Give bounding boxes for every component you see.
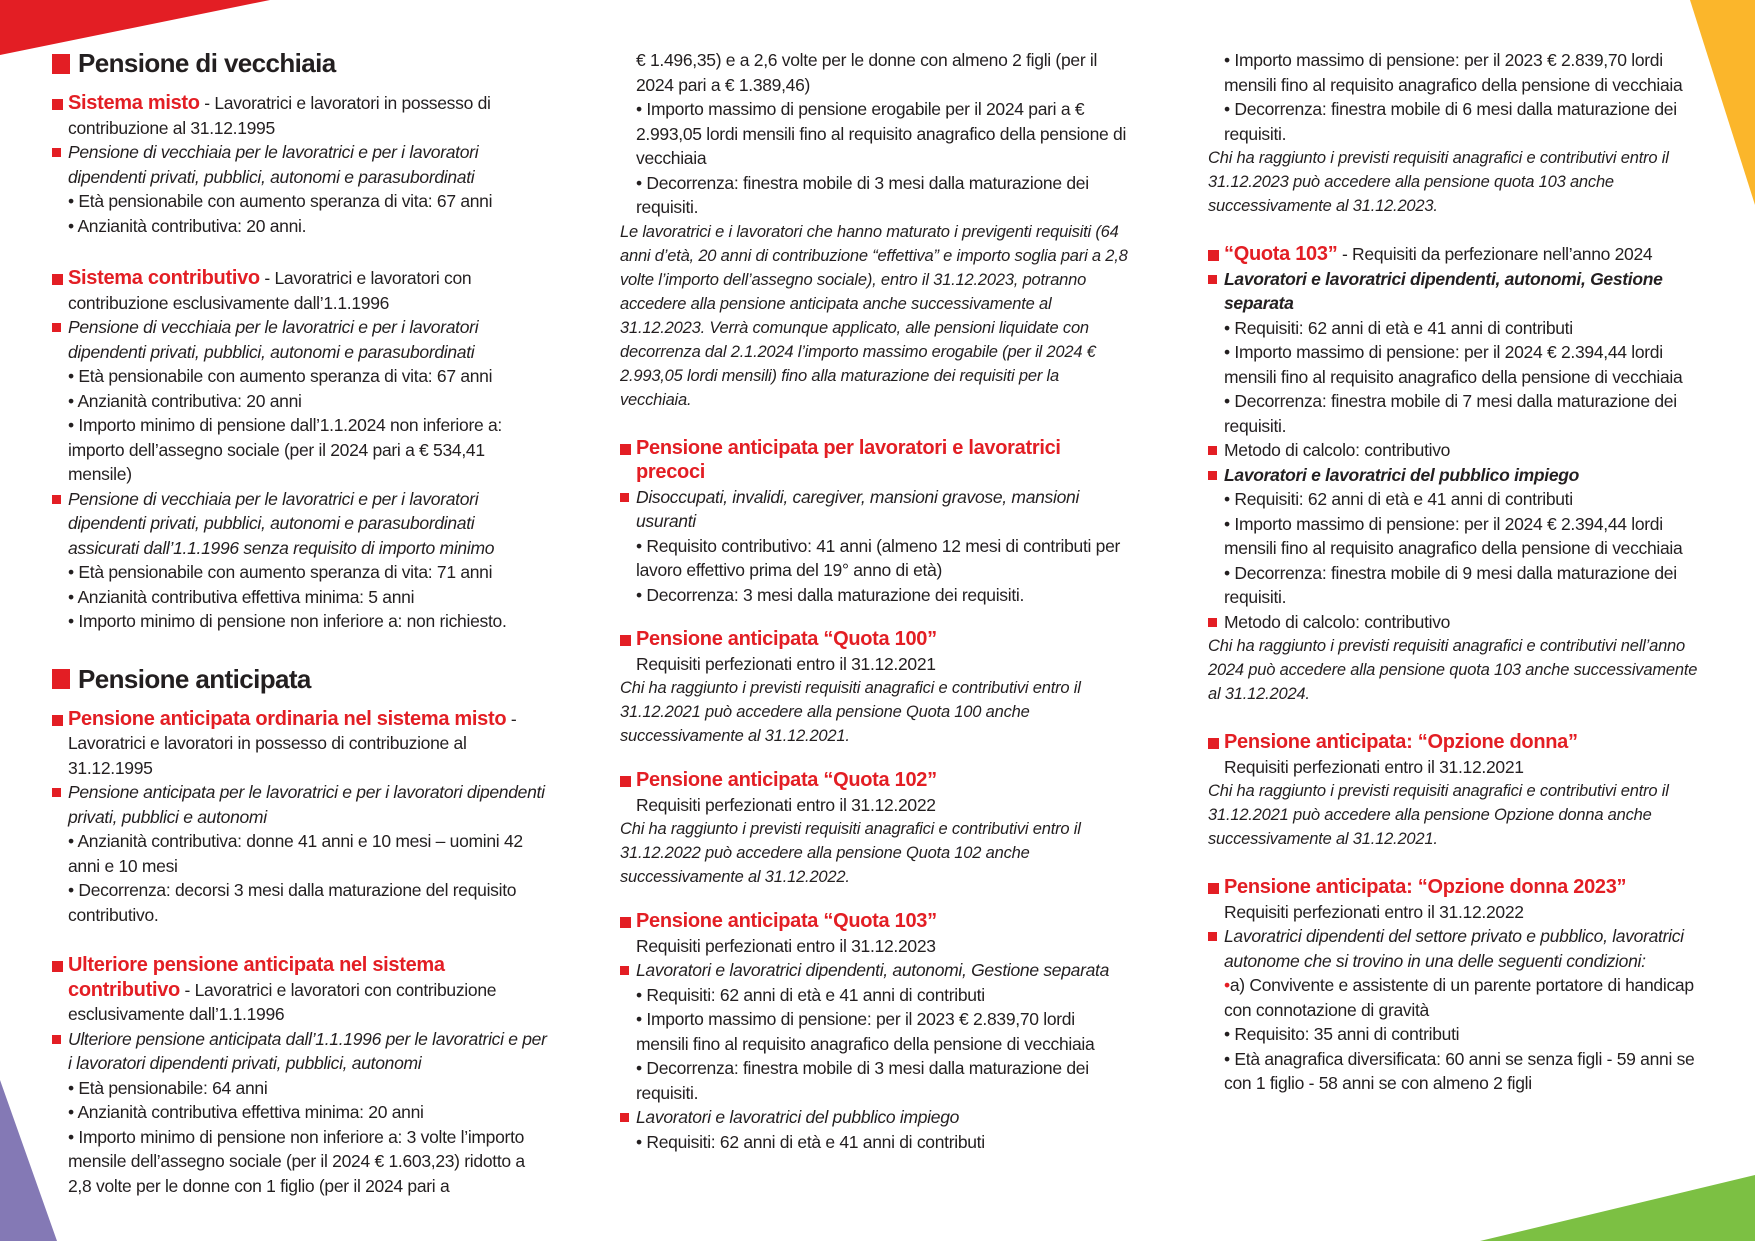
note-text: Le lavoratrici e i lavoratori che hanno maturato i previgenti requisiti (64 anni d’età, 20 anni di contribuzione “effettiva” e importo soglia pari a 2,8 volte l’importo dell’assegno sociale), entro il 31.12.2023, potranno accedere alla pensione anticipata anche successivamente al 31.12.2023. Verrà comunque applicato, alle pensioni liquidate con decorrenza dal 2.1.2024 l’importo massimo erogabile (per il 2024 € 2.993,05 lordi mensili) fino alla maturazione dei requisiti per la vecchiaia. [620, 222, 1128, 409]
decorative-purple-triangle [0, 1080, 60, 1241]
block-continuation: € 1.496,35) e a 2,6 volte per le donne con almeno 2 figli (per il 2024 pari a € 1.389,46) • Importo massimo di pensione erogabile per il 2024 pari a € 2.993,05 lordi mensili fino al requisito anagrafico della pensione di vecchiaia • Decorrenza: finestra mobile di 3 mesi dalla maturazione dei requisiti. Le lavoratrici e i lavoratori che hanno maturato i previgenti requisiti (64 anni d’età, 20 anni di contribuzione “effettiva” e importo soglia pari a 2,8 volte l’importo dell’assegno sociale), entro il 31.12.2023, potranno accedere alla pensione anticipata anche successivamente al 31.12.2023. Verrà comunque applicato, alle pensioni liquidate con decorrenza dal 2.1.2024 l’importo massimo erogabile (per il 2024 € 2.993,05 lordi mensili) fino alla maturazione dei requisiti per la vecchiaia. [620, 48, 1130, 412]
square-bullet-icon [620, 493, 629, 502]
square-bullet-icon [52, 788, 61, 797]
square-bullet-icon [52, 99, 63, 110]
list-item: • Requisiti: 62 anni di età e 41 anni di contributi [1224, 317, 1573, 338]
list-item: • Anzianità contributiva: 20 anni. [68, 215, 307, 236]
list-item: • Decorrenza: finestra mobile di 6 mesi dalla maturazione dei requisiti. [1224, 99, 1677, 144]
block-sistema-misto: Sistema misto - Lavoratrici e lavoratori in possesso di contribuzione al 31.12.1995 Pensione di vecchiaia per le lavoratrici e per i lavoratori dipendenti privati, pubblici, autonomi e parasubordinati • Età pensionabile con aumento speranza di vita: 67 anni • Anzianità contributiva: 20 anni. [52, 91, 548, 238]
list-item: • Importo minimo di pensione dall’1.1.2024 non inferiore a: importo dell’assegno sociale (per il 2024 pari a € 534,41 mensile) [68, 415, 502, 484]
square-bullet-icon [52, 961, 63, 972]
list-item: • Decorrenza: decorsi 3 mesi dalla maturazione del requisito contributivo. [68, 880, 517, 925]
column-2 [620, 48, 1130, 1174]
list-item: • Importo massimo di pensione: per il 2023 € 2.839,70 lordi mensili fino al requisito anagrafico della pensione di vecchiaia [1224, 50, 1683, 95]
list-item: • Età pensionabile con aumento speranza di vita: 67 anni [68, 366, 493, 386]
list-item: • Requisiti: 62 anni di età e 41 anni di contributi [636, 1131, 985, 1152]
list-item: • Decorrenza: finestra mobile di 7 mesi dalla maturazione dei requisiti. [1224, 391, 1677, 436]
list-item: • Anzianità contributiva: donne 41 anni e 10 mesi – uomini 42 anni e 10 mesi [68, 831, 523, 876]
note-text: Chi ha raggiunto i previsti requisiti anagrafici e contributivi nell’anno 2024 può accedere alla pensione quota 103 anche successivamente al 31.12.2024. [1208, 637, 1698, 703]
square-bullet-icon [1208, 883, 1219, 894]
list-item: • Età pensionabile con aumento speranza di vita: 71 anni [68, 562, 493, 582]
block-sistema-contributivo: Sistema contributivo - Lavoratrici e lavoratori con contribuzione esclusivamente dall’1.1.1996 Pensione di vecchiaia per le lavoratrici e per i lavoratori dipendenti privati, pubblici, autonomi e parasubordinati • Età pensionabile con aumento speranza di vita: 67 anni • Anzianità contributiva: 20 anni • Importo minimo di pensione dall’1.1.2024 non inferiore a: importo dell’assegno sociale (per il 2024 pari a € 534,41 mensile) Pensione di vecchiaia per le lavoratrici e per i lavoratori dipendenti privati, pubblici, autonomi e parasubordinati assicurati dall’1.1.1996 senza requisito di importo minimo • Età pensionabile con aumento speranza di vita: 71 anni • Anzianità contributiva effettiva minima: 5 anni • Importo minimo di pensione non inferiore a: non richiesto. [52, 266, 548, 634]
square-bullet-icon [1208, 446, 1217, 455]
list-item: • Requisito contributivo: 41 anni (almeno 12 mesi di contributi per lavoro effettivo prima del 19° anno di età) [636, 535, 1121, 580]
section-heading-vecchiaia: Pensione di vecchiaia [52, 48, 548, 79]
note-text: Chi ha raggiunto i previsti requisiti anagrafici e contributivi entro il 31.12.2023 può accedere alla pensione quota 103 anche successivamente al 31.12.2023. [1208, 149, 1669, 215]
square-bullet-icon [1208, 471, 1217, 480]
column-1 [52, 48, 548, 1218]
block-precoci: Pensione anticipata per lavoratori e lavoratrici precoci Disoccupati, invalidi, caregiver, mansioni gravose, mansioni usuranti • Requisito contributivo: 41 anni (almeno 12 mesi di contributi per lavoro effettivo prima del 19° anno di età) • Decorrenza: 3 mesi dalla maturazione dei requisiti. [620, 436, 1130, 608]
list-item: • Importo minimo di pensione non inferiore a: 3 volte l’importo mensile dell’assegno sociale (per il 2024 € 1.603,23) ridotto a 2,8 volte per le donne con 1 figlio (per il 2024 pari a [68, 1126, 525, 1196]
block-anticipata-ordinaria: Pensione anticipata ordinaria nel sistema misto - Lavoratrici e lavoratori in possesso di contribuzione al 31.12.1995 Pensione anticipata per le lavoratrici e per i lavoratori dipendenti privati, pubblici e autonomi • Anzianità contributiva: donne 41 anni e 10 mesi – uomini 42 anni e 10 mesi • Decorrenza: decorsi 3 mesi dalla maturazione del requisito contributivo. [52, 707, 548, 928]
square-bullet-icon [620, 776, 631, 787]
block-quota-103: Pensione anticipata “Quota 103” Requisiti perfezionati entro il 31.12.2023 Lavoratori e lavoratrici dipendenti, autonomi, Gestione separata • Requisiti: 62 anni di età e 41 anni di contributi • Importo massimo di pensione: per il 2023 € 2.839,70 lordi mensili fino al requisito anagrafico della pensione di vecchiaia • Decorrenza: finestra mobile di 3 mesi dalla maturazione dei requisiti. Lavoratori e lavoratrici del pubblico impiego • Requisiti: 62 anni di età e 41 anni di contributi [620, 909, 1130, 1154]
list-item: • Importo massimo di pensione: per il 2024 € 2.394,44 lordi mensili fino al requisito anagrafico della pensione di vecchiaia [1224, 513, 1683, 558]
square-bullet-icon [620, 966, 629, 975]
square-bullet-icon [620, 635, 631, 646]
list-item: • Età anagrafica diversificata: 60 anni se senza figli - 59 anni se con 1 figlio - 58 anni se con almeno 2 figli [1224, 1048, 1695, 1093]
square-bullet-icon [52, 148, 61, 157]
list-item: • Decorrenza: finestra mobile di 3 mesi dalla maturazione dei requisiti. [636, 1058, 1089, 1103]
block-opzione-donna-2023: Pensione anticipata: “Opzione donna 2023” Requisiti perfezionati entro il 31.12.2022 Lavoratrici dipendenti del settore privato e pubblico, lavoratrici autonome che si trovino in una delle seguenti condizioni: •a) Convivente e assistente di un parente portatore di handicap con connotazione di gravità • Requisito: 35 anni di contributi • Età anagrafica diversificata: 60 anni se senza figli - 59 anni se con 1 figlio - 58 anni se con almeno 2 figli [1208, 875, 1712, 1096]
section-heading-anticipata: Pensione anticipata [52, 664, 548, 695]
list-item: •a) Convivente e assistente di un parente portatore di handicap con connotazione di gravità [1224, 975, 1694, 1020]
list-item: • Età pensionabile con aumento speranza di vita: 67 anni [68, 191, 493, 211]
square-bullet-icon [52, 274, 63, 285]
block-quota-103-2024: “Quota 103” - Requisiti da perfezionare nell’anno 2024 Lavoratori e lavoratrici dipendenti, autonomi, Gestione separata • Requisiti: 62 anni di età e 41 anni di contributi • Importo massimo di pensione: per il 2024 € 2.394,44 lordi mensili fino al requisito anagrafico della pensione di vecchiaia • Decorrenza: finestra mobile di 7 mesi dalla maturazione dei requisiti. Metodo di calcolo: contributivo Lavoratori e lavoratrici del pubblico impiego • Requisiti: 62 anni di età e 41 anni di contributi • Importo massimo di pensione: per il 2024 € 2.394,44 lordi mensili fino al requisito anagrafico della pensione di vecchiaia • Decorrenza: finestra mobile di 9 mesi dalla maturazione dei requisiti. Metodo di calcolo: contributivo Chi ha raggiunto i previsti requisiti anagrafici e contributivi nell’anno 2024 può accedere alla pensione quota 103 anche successivamente al 31.12.2024. [1208, 242, 1712, 706]
note-text: Chi ha raggiunto i previsti requisiti anagrafici e contributivi entro il 31.12.2021 può accedere alla pensione Opzione donna anche successivamente al 31.12.2021. [1208, 782, 1669, 848]
list-item: • Requisito: 35 anni di contributi [1224, 1024, 1460, 1044]
square-bullet-icon [52, 1035, 61, 1044]
heading-square-icon [52, 669, 70, 689]
block-opzione-donna: Pensione anticipata: “Opzione donna” Requisiti perfezionati entro il 31.12.2021 Chi ha raggiunto i previsti requisiti anagrafici e contributivi entro il 31.12.2021 può accedere alla pensione Opzione donna anche successivamente al 31.12.2021. [1208, 730, 1712, 851]
list-item: • Importo minimo di pensione non inferiore a: non richiesto. [68, 611, 507, 631]
list-item: • Anzianità contributiva: 20 anni [68, 390, 302, 411]
note-text: Chi ha raggiunto i previsti requisiti anagrafici e contributivi entro il 31.12.2022 può accedere alla pensione Quota 102 anche successivamente al 31.12.2022. [620, 820, 1081, 886]
list-item: • Decorrenza: finestra mobile di 9 mesi dalla maturazione dei requisiti. [1224, 562, 1677, 607]
heading-square-icon [52, 54, 70, 74]
block-continuation [1208, 48, 1712, 218]
list-item: • Importo massimo di pensione: per il 2024 € 2.394,44 lordi mensili fino al requisito anagrafico della pensione di vecchiaia [1224, 342, 1683, 387]
square-bullet-icon [1208, 932, 1217, 941]
square-bullet-icon [620, 917, 631, 928]
square-bullet-icon [1208, 738, 1219, 749]
list-item: • Importo massimo di pensione: per il 2023 € 2.839,70 lordi mensili fino al requisito anagrafico della pensione di vecchiaia [636, 1009, 1095, 1054]
square-bullet-icon [1208, 250, 1219, 261]
note-text: Chi ha raggiunto i previsti requisiti anagrafici e contributivi entro il 31.12.2021 può accedere alla pensione Quota 100 anche successivamente al 31.12.2021. [620, 679, 1081, 745]
square-bullet-icon [52, 715, 63, 726]
list-item: • Requisiti: 62 anni di età e 41 anni di contributi [636, 984, 985, 1005]
list-item: • Requisiti: 62 anni di età e 41 anni di contributi [1224, 489, 1573, 509]
list-item: • Decorrenza: 3 mesi dalla maturazione dei requisiti. [636, 584, 1025, 605]
list-item: • Anzianità contributiva effettiva minima: 20 anni [68, 1102, 424, 1122]
square-bullet-icon [52, 323, 61, 332]
decorative-green-triangle [1480, 1175, 1755, 1241]
square-bullet-icon [1208, 275, 1217, 284]
square-bullet-icon [620, 444, 631, 455]
square-bullet-icon [620, 1113, 629, 1122]
block-quota-102: Pensione anticipata “Quota 102” Requisiti perfezionati entro il 31.12.2022 Chi ha raggiunto i previsti requisiti anagrafici e contributivi entro il 31.12.2022 può accedere alla pensione Quota 102 anche successivamente al 31.12.2022. [620, 768, 1130, 889]
list-item: • Età pensionabile: 64 anni [68, 1077, 268, 1098]
square-bullet-icon [1208, 618, 1217, 627]
square-bullet-icon [52, 495, 61, 504]
list-item: • Decorrenza: finestra mobile di 3 mesi dalla maturazione dei requisiti. [636, 172, 1089, 217]
column-3 [1208, 48, 1712, 1116]
block-quota-100: Pensione anticipata “Quota 100” Requisiti perfezionati entro il 31.12.2021 Chi ha raggiunto i previsti requisiti anagrafici e contributivi entro il 31.12.2021 può accedere alla pensione Quota 100 anche successivamente al 31.12.2021. [620, 627, 1130, 748]
red-dot-icon: • [1224, 975, 1230, 995]
block-ulteriore-anticipata: Ulteriore pensione anticipata nel sistema contributivo - Lavoratrici e lavoratori con contribuzione esclusivamente dall’1.1.1996 Ulteriore pensione anticipata dall’1.1.1996 per le lavoratrici e per i lavoratori dipendenti privati, pubblici, autonomi • Età pensionabile: 64 anni • Anzianità contributiva effettiva minima: 20 anni • Importo minimo di pensione non inferiore a: 3 volte l’importo mensile dell’assegno sociale (per il 2024 € 1.603,23) ridotto a 2,8 volte per le donne con 1 figlio (per il 2024 pari a [52, 953, 548, 1198]
list-item: • Anzianità contributiva effettiva minima: 5 anni [68, 586, 415, 607]
list-item: • Importo massimo di pensione erogabile per il 2024 pari a € 2.993,05 lordi mensili fino al requisito anagrafico della pensione di vecchiaia [636, 99, 1127, 168]
